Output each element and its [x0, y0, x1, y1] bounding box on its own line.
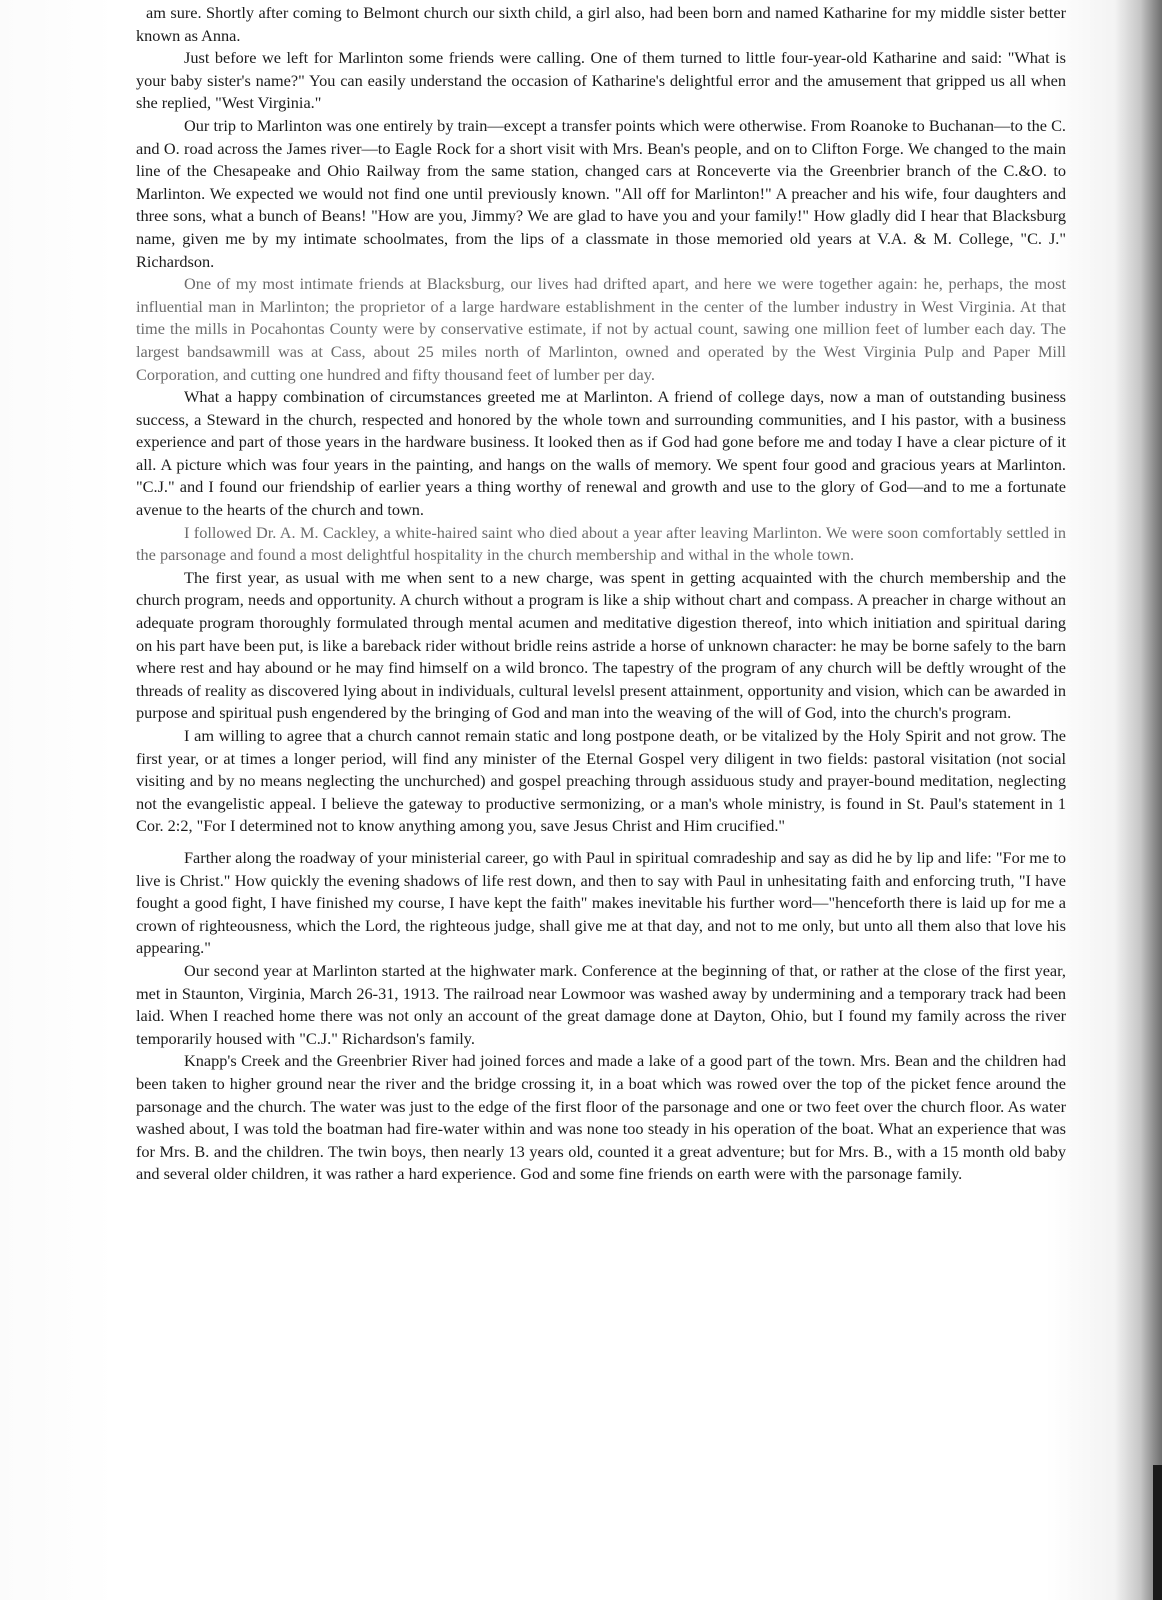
paragraph-5: What a happy combination of circumstances greeted me at Marlinton. A friend of college days, now a man of outstanding business success, a Steward in the church, respected and honored by the whole town and surrounding communities, and I his pastor, with a business experience and part of those years in the hardware business. It looked then as if God had gone before me and today I have a clear picture of it all. A picture which was four years in the painting, and hangs on the walls of memory. We spent four good and gracious years at Marlinton. "C.J." and I found our friendship of earlier years a thing worthy of renewal and growth and use to the glory of God—and to me a fortunate avenue to the hearts of the church and town. — [136, 387, 1066, 520]
paragraph-3: Our trip to Marlinton was one entirely by train—except a transfer points which were otherwise. From Roanoke to Buchanan—to the C. and O. road across the James river—to Eagle Rock for a short visit with Mrs. Bean's people, and on to Clifton Forge. We changed to the main line of the Chesapeake and Ohio Railway from the same station, changed cars at Ronceverte via the Greenbrier branch of the C.&O. to Marlinton. We expected we would not find one until previously known. "All off for Marlinton!" A preacher and his wife, four daughters and three sons, what a bunch of Beans! "How are you, Jimmy? We are glad to have you and your family!" How gladly did I hear that Blacksburg name, given me by my intimate schoolmates, from the lips of a classmate in those memoried old years at V.A. & M. College, "C. J." Richardson. — [136, 115, 1066, 271]
paragraph-7: The first year, as usual with me when sent to a new charge, was spent in getting acquainted with the church membership and the church program, needs and opportunity. A church without a program is like a ship without chart and compass. A preacher in charge without an adequate program thoroughly formulated through mental acumen and meditative digestion thereof, into which initiation and spiritual daring on his part have been put, is like a bareback rider without bridle reins astride a horse of unknown character: he may be borne safely to the barn where rest and hay abound or he may find himself on a wild bronco. The tapestry of the program of any church will be deftly wrought of the threads of reality as discovered lying about in individuals, cultural levelsl present attainment, opportunity and vision, which can be awarded in purpose and spiritual push engendered by the bringing of God and man into the weaving of the will of God, into the church's program. — [136, 567, 1066, 723]
document-body — [136, 2, 1066, 1186]
paragraph-11: Knapp's Creek and the Greenbrier River had joined forces and made a lake of a good part of the town. Mrs. Bean and the children had been taken to higher ground near the river and the bridge crossing it, in a boat which was rowed over the top of the picket fence around the parsonage and the church. The water was just to the edge of the first floor of the parsonage and one or two feet over the church floor. As water washed about, I was told the boatman had fire-water within and was none too steady in his operation of the boat. What an experience that was for Mrs. B. and the children. The twin boys, then nearly 13 years old, counted it a great adventure; but for Mrs. B., with a 15 month old baby and several older children, it was rather a hard experience. God and some fine friends on earth were with the parsonage family. — [136, 1051, 1066, 1184]
page-edge-shadow — [1114, 0, 1162, 1600]
paragraph-2: Just before we left for Marlinton some friends were calling. One of them turned to little four-year-old Katharine and said: "What is your baby sister's name?" You can easily understand the occasion of Katharine's delightful error and the amusement that gripped us all when she replied, "West Virginia." — [136, 48, 1066, 113]
page-edge-mark — [1153, 1465, 1162, 1600]
paragraph-6: I followed Dr. A. M. Cackley, a white-haired saint who died about a year after leaving Marlinton. We were soon comfortably settled in the parsonage and found a most delightful hospitality in the church membership and withal in the whole town. — [136, 522, 1066, 565]
paragraph-10: Our second year at Marlinton started at the highwater mark. Conference at the beginning of that, or rather at the close of the first year, met in Staunton, Virginia, March 26-31, 1913. The railroad near Lowmoor was washed away by undermining and a temporary track had been laid. When I reached home there was not only an account of the great damage done at Dayton, Ohio, but I found my family across the river temporarily housed with "C.J." Richardson's family. — [136, 960, 1066, 1048]
paragraph-1: am sure. Shortly after coming to Belmont church our sixth child, a girl also, had been born and named Katharine for my middle sister better known as Anna. — [136, 3, 1066, 45]
paragraph-9: Farther along the roadway of your ministerial career, go with Paul in spiritual comradeship and say as did he by lip and life: "For me to live is Christ." How quickly the evening shadows of life rest down, and then to say with Paul in unhesitating faith and enforcing truth, "I have fought a good fight, I have finished my course, I have kept the faith" makes inevitable his further word—"henceforth there is laid up for me a crown of righteousness, which the Lord, the righteous judge, shall give me at that day, and not to me only, but unto all them also that love his appearing." — [136, 847, 1066, 958]
paragraph-4: One of my most intimate friends at Blacksburg, our lives had drifted apart, and here we were together again: he, perhaps, the most influential man in Marlinton; the proprietor of a large hardware establishment in the center of the lumber industry in West Virginia. At that time the mills in Pocahontas County were by conservative estimate, if not by actual count, sawing one million feet of lumber each day. The largest bandsawmill was at Cass, about 25 miles north of Marlinton, owned and operated by the West Virginia Pulp and Paper Mill Corporation, and cutting one hundred and fifty thousand feet of lumber per day. — [136, 274, 1066, 384]
paragraph-8: I am willing to agree that a church cannot remain static and long postpone death, or be vitalized by the Holy Spirit and not grow. The first year, or at times a longer period, will find any minister of the Eternal Gospel very diligent in two fields: pastoral visitation (not social visiting and by no means neglecting the unchurched) and gospel preaching through assiduous study and prayer-bound meditation, neglecting not the evangelistic appeal. I believe the gateway to productive sermonizing, or a man's whole ministry, is found in St. Paul's statement in 1 Cor. 2:2, "For I determined not to know anything among you, save Jesus Christ and Him crucified." — [136, 726, 1066, 836]
